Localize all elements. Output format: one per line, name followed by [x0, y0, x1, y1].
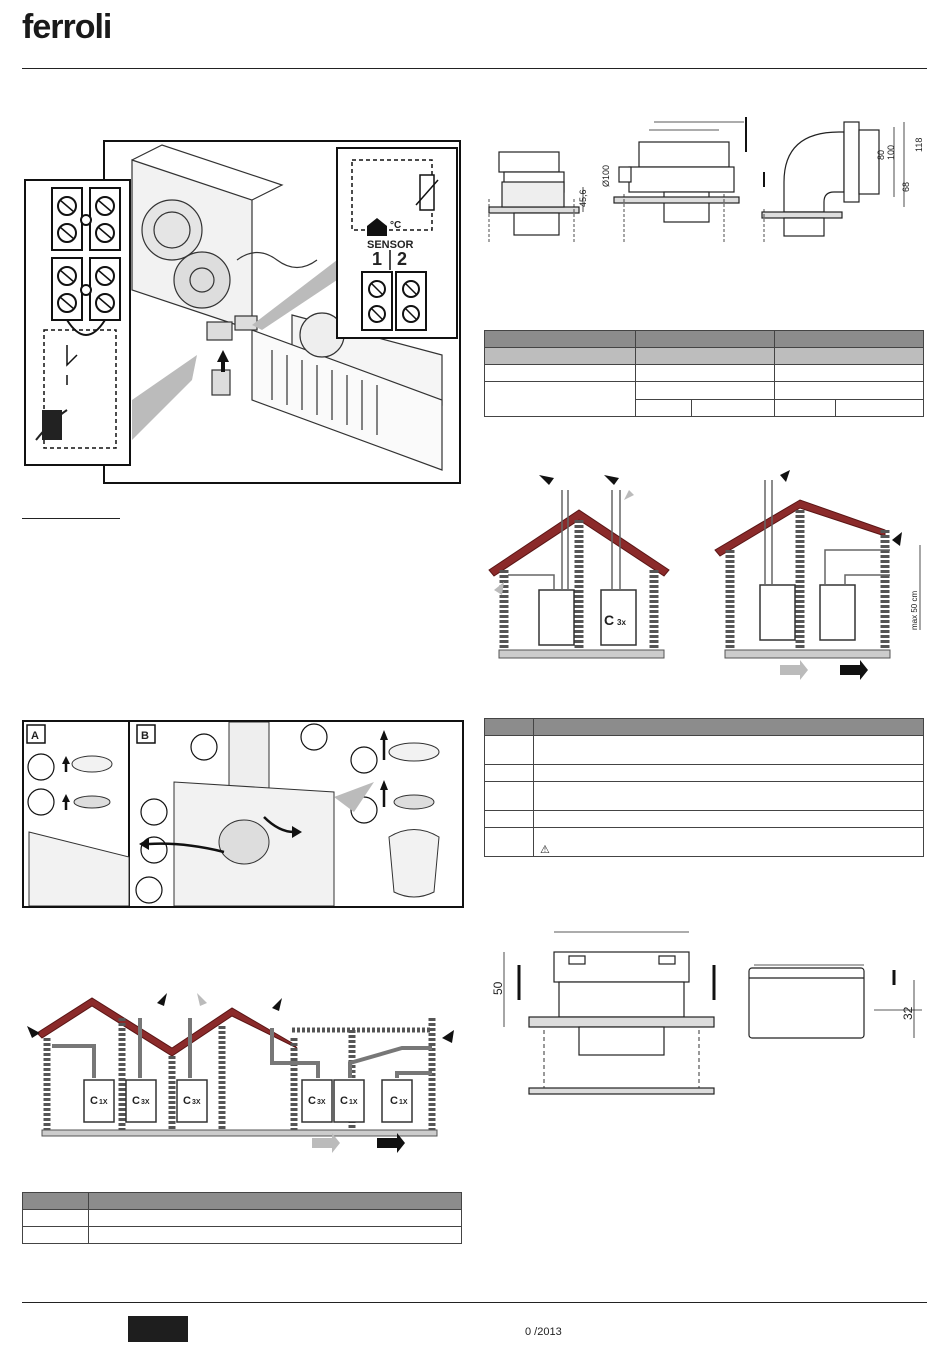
sensor-label: SENSOR	[367, 239, 414, 251]
figure-row-houses	[22, 988, 467, 1153]
c-label-2: C	[132, 1095, 140, 1107]
footer-divider	[22, 1302, 927, 1303]
c-label-5: C	[340, 1095, 348, 1107]
figure-wiring	[22, 140, 462, 485]
table-bottom	[22, 1192, 462, 1244]
c-label-4: C	[308, 1095, 316, 1107]
figure-fitting	[484, 920, 929, 1105]
terminal-2-label: 2	[397, 249, 408, 269]
warning-icon: ⚠	[540, 844, 550, 856]
dim-80: 80	[876, 149, 886, 160]
header-divider	[22, 68, 927, 69]
terminal-1-label: 1	[372, 249, 383, 269]
c-label-6-sub: 1X	[399, 1099, 408, 1106]
c-label-1-sub: 1X	[99, 1099, 108, 1106]
c-label-4-sub: 3X	[317, 1099, 326, 1106]
page-number-box	[128, 1316, 188, 1342]
dim-100: 100	[886, 144, 896, 160]
dim-68: 68	[901, 181, 911, 192]
c-label-1: C	[90, 1095, 98, 1107]
dim-d100: Ø100	[601, 164, 611, 187]
temp-unit: °C	[390, 220, 402, 231]
section-underline	[22, 518, 120, 519]
c-label-3: C	[183, 1095, 191, 1107]
house-c3-sub: 3x	[617, 618, 626, 627]
table-flue-data	[484, 330, 924, 417]
c-label-5-sub: 1X	[349, 1099, 358, 1106]
footer-date: 0 /2013	[525, 1326, 562, 1338]
figure-kit	[22, 720, 464, 908]
figure-adapters	[484, 112, 929, 252]
figure-house-c3	[484, 470, 684, 670]
c-label-2-sub: 3X	[141, 1099, 150, 1106]
dim-45-6: 45,6	[578, 189, 588, 207]
kit-letter-a: A	[31, 730, 39, 742]
brand-logo: ferroli	[22, 8, 112, 46]
c-label-3-sub: 3X	[192, 1099, 201, 1106]
dim-50: 50	[491, 981, 505, 995]
dim-118: 118	[914, 137, 924, 152]
table-legend	[484, 718, 924, 857]
dim-32: 32	[901, 1006, 915, 1020]
kit-letter-b: B	[141, 730, 149, 742]
figure-house-max	[710, 470, 935, 680]
c-label-6: C	[390, 1095, 398, 1107]
house-c3-label: C	[604, 612, 615, 628]
max-50cm-label: max 50 cm	[910, 590, 919, 630]
